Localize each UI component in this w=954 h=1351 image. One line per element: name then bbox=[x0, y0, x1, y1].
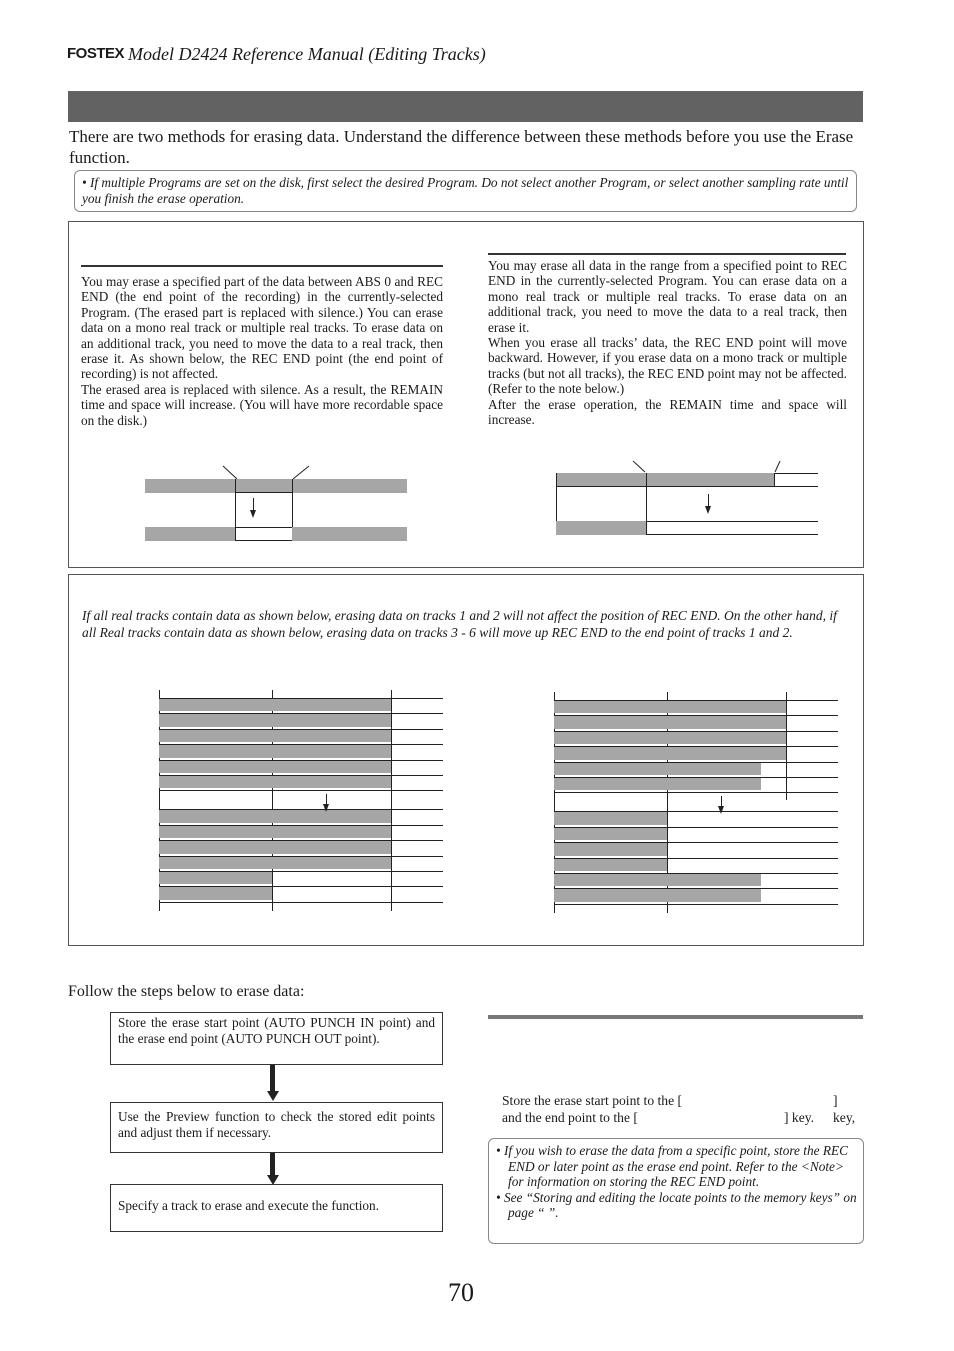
erase-start-line bbox=[235, 479, 236, 541]
track-line bbox=[159, 902, 443, 903]
tip-2: • See “Storing and editing the locate points to the memory keys” on page “ ”. bbox=[496, 1189, 857, 1221]
down-arrow bbox=[708, 494, 709, 506]
store-start-text: Store the erase start point to the [ bbox=[502, 1093, 683, 1108]
track-data bbox=[159, 887, 272, 899]
store-end-text: and the end point to the [ bbox=[502, 1110, 638, 1125]
track-data bbox=[159, 714, 391, 726]
track-before-top bbox=[774, 473, 818, 474]
track-data bbox=[554, 874, 761, 886]
track-before-bottom bbox=[556, 486, 818, 487]
track-data bbox=[159, 776, 391, 788]
store-keys-text bbox=[502, 1092, 862, 1126]
track-data bbox=[554, 843, 667, 855]
track-data bbox=[554, 747, 786, 759]
tick-recend bbox=[391, 690, 392, 911]
track-data bbox=[159, 745, 391, 757]
track-data bbox=[554, 812, 667, 824]
down-arrowhead bbox=[250, 510, 256, 518]
track-data bbox=[554, 732, 786, 744]
track-data bbox=[554, 763, 761, 775]
fostex-logo: FOSTEX bbox=[67, 45, 125, 62]
track-after-left bbox=[145, 527, 235, 541]
tip-1: • If you wish to erase the data from a specific point, store the REC END or later point as the erase end point. Refer to the <Note> for information on storing the REC END point. bbox=[496, 1143, 848, 1190]
intro-text: There are two methods for erasing data. Understand the difference between these methods before you use the Erase function. bbox=[69, 127, 854, 167]
track-line bbox=[554, 792, 838, 793]
track-before bbox=[556, 473, 774, 487]
track-after-bottom bbox=[646, 534, 818, 535]
track-data bbox=[159, 761, 391, 773]
track-data bbox=[159, 699, 391, 711]
track-data bbox=[554, 701, 786, 713]
step-2-box: Use the Preview function to check the stored edit points and adjust them if necessary. bbox=[110, 1102, 443, 1153]
track-data bbox=[554, 716, 786, 728]
method2-paragraph-3: After the erase operation, the REMAIN time and space will increase. bbox=[488, 396, 847, 428]
method1-heading-rule bbox=[81, 265, 443, 267]
track-after-right bbox=[292, 527, 407, 541]
method1-paragraph-1: You may erase a specified part of the data between ABS 0 and REC END (the end point of the recording) in the currently-selected Program. (The erased part is replaced with silence.) You can erase data on a mono real track or multiple real tracks. To erase data on an additional track, you need to move the data to a real track, then erase it. As shown below, the REC END point (the end point of recording) is not affected. bbox=[81, 274, 443, 382]
method2-text bbox=[488, 258, 847, 427]
track-data bbox=[159, 841, 391, 853]
method2-heading-rule bbox=[488, 253, 846, 255]
page-number: 70 bbox=[448, 1278, 474, 1307]
step-1-box: Store the erase start point (AUTO PUNCH IN point) and the erase end point (AUTO PUNCH OUT point). bbox=[110, 1012, 443, 1065]
erase-start-line bbox=[646, 473, 647, 535]
down-arrow bbox=[253, 498, 254, 510]
method2-paragraph-2: When you erase all tracks’ data, the REC END point will move backward. However, if you erase data on a mono track or multiple tracks (but not all tracks), the REC END point may not be affected. (Refer to the note below.) bbox=[488, 335, 847, 397]
track-after bbox=[556, 521, 646, 535]
track-line bbox=[159, 790, 443, 791]
tips-list bbox=[496, 1143, 860, 1221]
section-title-bar bbox=[68, 91, 863, 122]
track-data bbox=[159, 810, 391, 822]
steps-intro: Follow the steps below to erase data: bbox=[68, 983, 305, 1000]
old-recend-line bbox=[774, 473, 775, 487]
track-data bbox=[159, 826, 391, 838]
manual-title: Model D2424 Reference Manual (Editing Tracks) bbox=[128, 44, 486, 64]
silence-bottom bbox=[235, 540, 292, 541]
track-data bbox=[554, 778, 761, 790]
track-data bbox=[554, 859, 667, 871]
recend-note-text: If all real tracks contain data as shown below, erasing data on tracks 1 and 2 will not affect the position of REC END. On the other hand, if all Real tracks contain data as shown below, erasing data on tracks 3 - 6 will move up REC END to the end point of tracks 1 and 2. bbox=[82, 608, 837, 640]
track-line bbox=[554, 904, 838, 905]
track-data bbox=[554, 828, 667, 840]
silence-top bbox=[235, 527, 292, 528]
step-arrow-1 bbox=[270, 1065, 275, 1091]
store-end-text-end: ] key. bbox=[784, 1110, 815, 1125]
track-after-top bbox=[646, 521, 818, 522]
segment-edge bbox=[235, 492, 292, 493]
down-arrowhead bbox=[718, 806, 724, 814]
down-arrowhead bbox=[705, 506, 711, 514]
method1-text bbox=[81, 274, 443, 428]
track-data bbox=[159, 730, 391, 742]
track-data bbox=[554, 889, 761, 901]
step-arrowhead-1 bbox=[267, 1091, 279, 1101]
store-start-text-end: ] key, bbox=[833, 1093, 856, 1125]
step-arrow-2 bbox=[270, 1153, 275, 1175]
track-data bbox=[159, 857, 391, 869]
down-arrowhead bbox=[323, 804, 329, 812]
method2-paragraph-1: You may erase all data in the range from a specified point to REC END in the currently-selected Program. You can erase data on a mono real track or multiple real tracks. To erase data on an additional track, you need to move the data to a real track, then erase it. bbox=[488, 258, 847, 335]
step-detail-rule bbox=[488, 1015, 863, 1019]
track-before bbox=[145, 479, 407, 493]
program-note-text: • If multiple Programs are set on the disk, first select the desired Program. Do not select another Program, or select another sampling rate until you finish the erase operation. bbox=[82, 175, 849, 206]
step-3-box: Specify a track to erase and execute the function. bbox=[110, 1184, 443, 1232]
track-data bbox=[159, 872, 272, 884]
method1-paragraph-2: The erased area is replaced with silence. As a result, the REMAIN time and space will increase. (You will have more recordable space on the disk.) bbox=[81, 381, 443, 428]
